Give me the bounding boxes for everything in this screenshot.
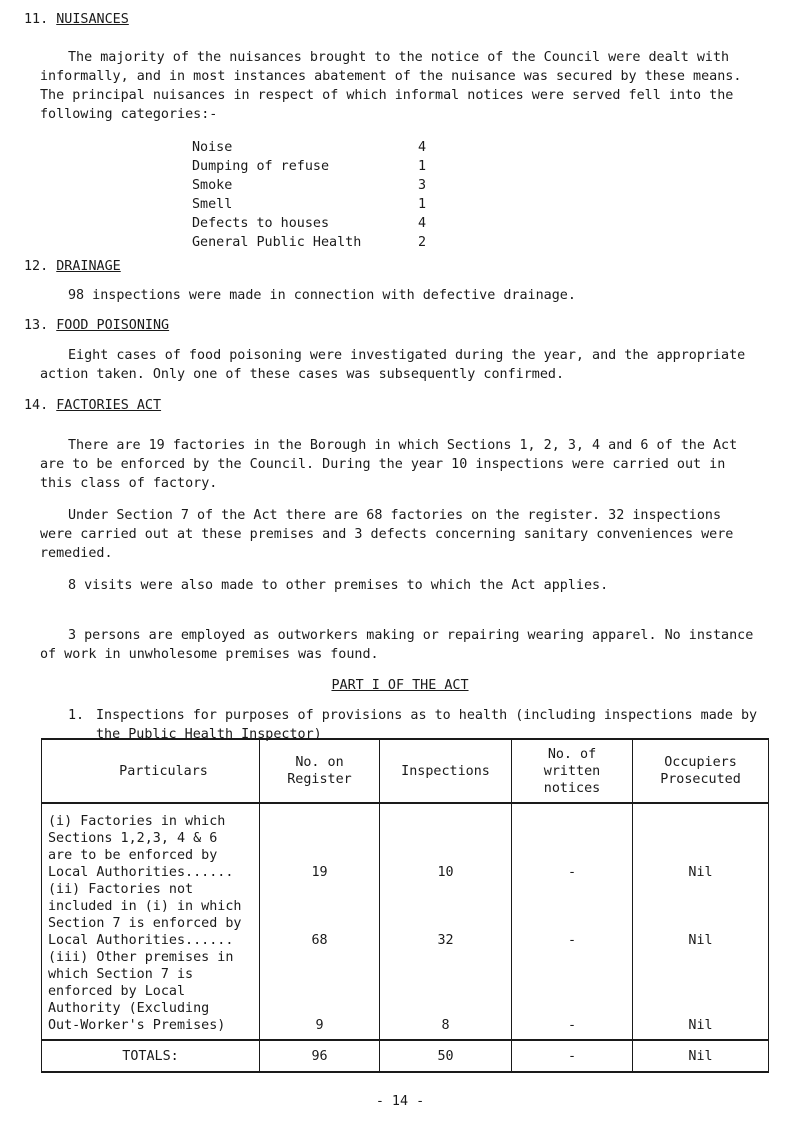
inspections-column bbox=[380, 803, 512, 1040]
prosecuted-column bbox=[633, 803, 769, 1040]
totals-label: TOTALS: bbox=[42, 1040, 260, 1072]
section-number: 11. bbox=[24, 12, 49, 27]
prosecuted-value: Nil bbox=[688, 865, 713, 880]
table-header-row bbox=[42, 739, 769, 803]
section-title: FOOD POISONING bbox=[56, 318, 170, 333]
nuisance-label: Dumping of refuse bbox=[192, 159, 330, 174]
section-11-heading bbox=[24, 10, 129, 29]
column-header: No. of written notices bbox=[512, 739, 633, 803]
prosecuted-value: Nil bbox=[688, 933, 713, 948]
inspections-value: 32 bbox=[437, 933, 454, 948]
table-row: (i) Factories in which Sections 1,2,3, 4 & 6 are to be enforced by Local Authorities...... bbox=[48, 814, 234, 880]
nuisances-intro: The majority of the nuisances brought to the notice of the Council were dealt with informally, and in most instances abatement of the nuisance was secured by these means. The principal nuisances in respect of which informal notices were served fell into the following categories:- bbox=[40, 50, 742, 122]
column-header: Inspections bbox=[380, 739, 512, 803]
prosecuted-value: Nil bbox=[688, 1018, 713, 1033]
nuisance-label: Smell bbox=[192, 197, 233, 212]
nuisance-count: 4 bbox=[417, 140, 427, 155]
register-column bbox=[260, 803, 380, 1040]
section-title: NUISANCES bbox=[56, 12, 129, 27]
inspections-value: 10 bbox=[437, 865, 454, 880]
column-header: No. on Register bbox=[260, 739, 380, 803]
subsection-text: Inspections for purposes of provisions as to health (including inspections made by the Public Health Inspector) bbox=[96, 708, 758, 742]
section-14-heading bbox=[24, 396, 161, 415]
factories-paragraph-3: 8 visits were also made to other premises to which the Act applies. bbox=[68, 578, 609, 593]
particulars-cell bbox=[42, 803, 260, 1040]
inspections-table bbox=[41, 738, 769, 1073]
nuisance-count: 2 bbox=[417, 235, 427, 250]
section-number: 13. bbox=[24, 318, 49, 333]
nuisance-count: 3 bbox=[417, 178, 427, 193]
subsection-number: 1. bbox=[68, 708, 85, 723]
factories-paragraph-2: Under Section 7 of the Act there are 68 factories on the register. 32 inspections were carried out at these premises and 3 defects concerning sanitary conveniences were remedied. bbox=[40, 508, 734, 561]
section-12-heading bbox=[24, 257, 121, 276]
notices-value: - bbox=[567, 1018, 577, 1033]
totals-inspections: 50 bbox=[380, 1040, 512, 1072]
totals-notices: - bbox=[512, 1040, 633, 1072]
nuisance-count: 4 bbox=[417, 216, 427, 231]
nuisance-count: 1 bbox=[417, 159, 427, 174]
drainage-text: 98 inspections were made in connection with defective drainage. bbox=[68, 288, 576, 303]
column-header: Occupiers Prosecuted bbox=[633, 739, 769, 803]
factories-paragraph-4: 3 persons are employed as outworkers making or repairing wearing apparel. No instance of work in unwholesome premises was found. bbox=[40, 628, 754, 662]
totals-register: 96 bbox=[260, 1040, 380, 1072]
table-row: (ii) Factories not included in (i) in which Section 7 is enforced by Local Authorities...... bbox=[48, 882, 242, 948]
notices-column bbox=[512, 803, 633, 1040]
nuisance-label: Smoke bbox=[192, 178, 233, 193]
section-number: 12. bbox=[24, 259, 49, 274]
food-text: Eight cases of food poisoning were investigated during the year, and the appropriate action taken. Only one of these cases was subsequently confirmed. bbox=[40, 348, 746, 382]
column-header: Particulars bbox=[42, 739, 260, 803]
totals-row bbox=[42, 1040, 769, 1072]
section-title: FACTORIES ACT bbox=[56, 398, 162, 413]
section-title: DRAINAGE bbox=[56, 259, 121, 274]
factories-paragraph-1: There are 19 factories in the Borough in which Sections 1, 2, 3, 4 and 6 of the Act are to be enforced by the Council. During the year 10 inspections were carried out in this class of factory. bbox=[40, 438, 738, 491]
nuisance-label: General Public Health bbox=[192, 235, 362, 250]
nuisance-label: Defects to houses bbox=[192, 216, 330, 231]
section-13-heading bbox=[24, 316, 169, 335]
page-number: - 14 - bbox=[375, 1094, 425, 1109]
notices-value: - bbox=[567, 933, 577, 948]
register-value: 9 bbox=[315, 1018, 324, 1033]
nuisance-label: Noise bbox=[192, 140, 233, 155]
table-body-row bbox=[42, 803, 769, 1040]
table-row: (iii) Other premises in which Section 7 is enforced by Local Authority (Excluding Out-Worker's Premises) bbox=[48, 950, 234, 1033]
section-number: 14. bbox=[24, 398, 49, 413]
nuisance-count: 1 bbox=[417, 197, 427, 212]
inspections-value: 8 bbox=[441, 1018, 450, 1033]
totals-prosecuted: Nil bbox=[633, 1040, 769, 1072]
register-value: 68 bbox=[311, 933, 328, 948]
part-heading: PART I OF THE ACT bbox=[331, 678, 469, 693]
notices-value: - bbox=[567, 865, 577, 880]
register-value: 19 bbox=[311, 865, 328, 880]
